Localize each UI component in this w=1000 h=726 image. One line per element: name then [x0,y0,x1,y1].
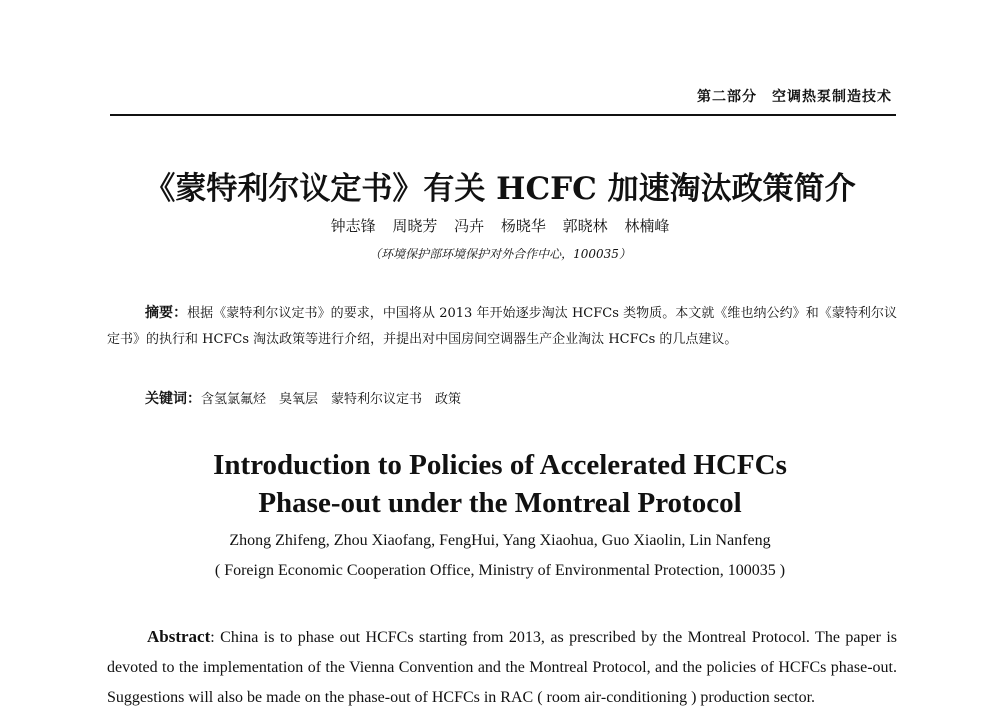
english-authors: Zhong Zhifeng, Zhou Xiaofang, FengHui, Yang Xiaohua, Guo Xiaolin, Lin Nanfeng [229,532,771,549]
section-header: 第二部分 空调热泵制造技术 [697,89,892,105]
english-title-line-1: Introduction to Policies of Accelerated HCFCs [213,449,787,481]
chinese-authors: 钟志锋 周晓芳 冯卉 杨晓华 郭晓林 林楠峰 [330,217,670,235]
english-abstract-text: : China is to phase out HCFCs starting from 2013, as prescribed by the Montreal Protocol. The paper is devoted to the implementation of the Vienna Convention and the Montreal Protocol, and the policies of HCFCs phase-out. Suggestions will also be made on the phase-out of HCFCs in RAC ( room air-conditioning ) production sector. [107,629,897,706]
chinese-affiliation: （环境保护部环境保护对外合作中心，100035） [369,247,631,261]
english-abstract [107,622,897,713]
chinese-keywords-label: 关键词： [145,391,201,407]
english-abstract-label: Abstract [147,627,211,646]
english-affiliation: ( Foreign Economic Cooperation Office, Ministry of Environmental Protection, 100035 ) [214,562,786,579]
chinese-abstract-label: 摘要： [145,305,188,321]
english-title [0,446,1000,522]
chinese-title: 《蒙特利尔议定书》有关 HCFC 加速淘汰政策简介 [144,171,856,207]
chinese-abstract-text: 根据《蒙特利尔议定书》的要求，中国将从 2013 年开始逐步淘汰 HCFCs 类物质。本文就《维也纳公约》和《蒙特利尔议定书》的执行和 HCFCs 淘汰政策等进行介绍，并提出对中国房间空调器生产企业淘汰 HCFCs 的几点建议。 [107,306,897,347]
chinese-keywords [145,388,905,408]
header-rule [110,114,896,116]
chinese-keywords-text: 含氢氯氟烃 臭氧层 蒙特利尔议定书 政策 [201,392,462,407]
chinese-abstract [107,300,897,353]
english-title-line-2: Phase-out under the Montreal Protocol [258,487,742,519]
